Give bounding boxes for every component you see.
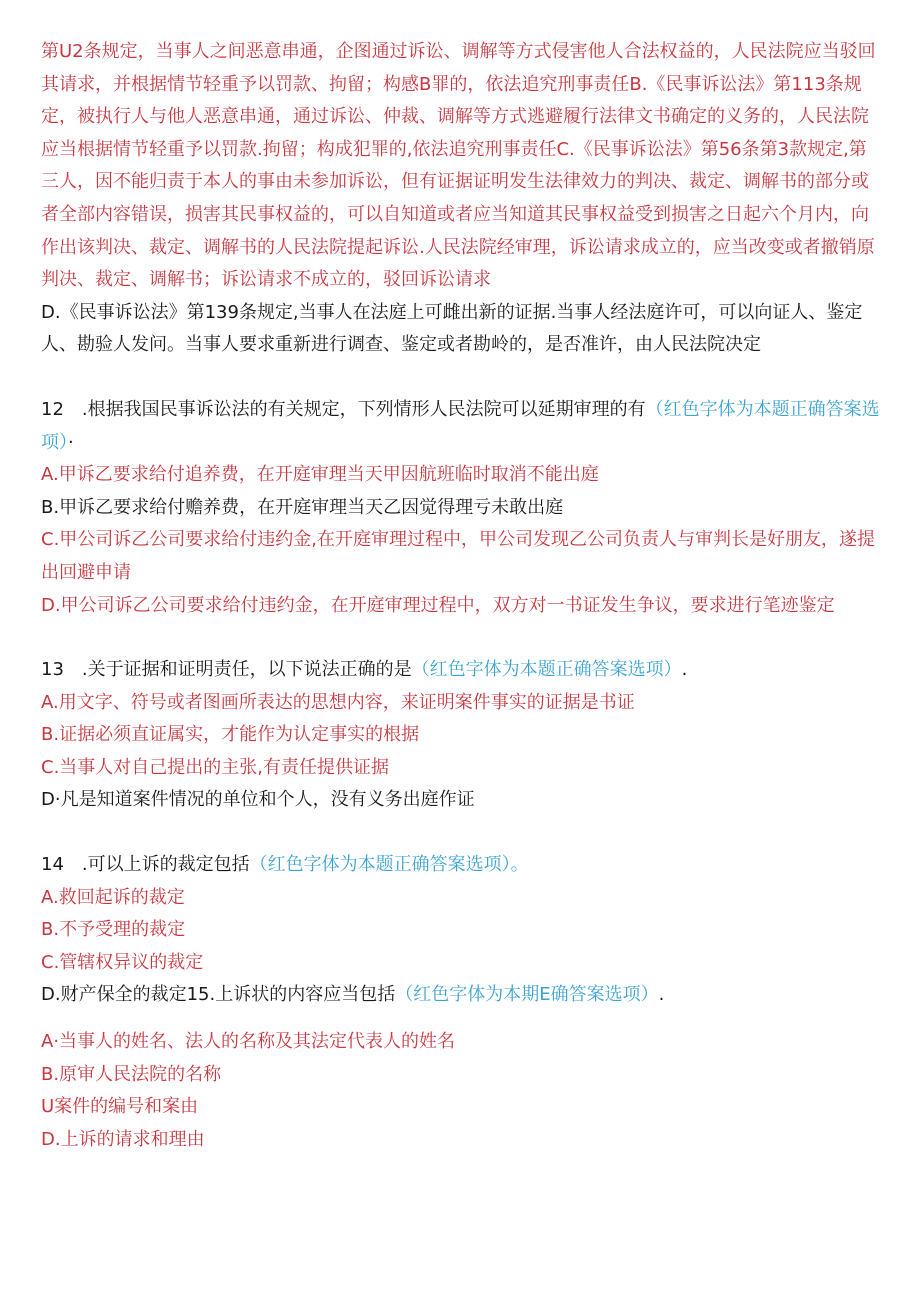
option-c: C.管辖权异议的裁定 (41, 951, 204, 973)
question-stem-text: D.财产保全的裁定15.上诉状的内容应当包括 (41, 984, 396, 1006)
answer-hint: （红色字体为本题正确答案选项） (41, 398, 880, 453)
question-stem-text: 14 .可以上诉的裁定包括 (41, 854, 250, 876)
option-b: B.原审人民法院的名称 (41, 1063, 222, 1085)
question-stem (41, 654, 883, 687)
document-page (41, 36, 883, 1156)
option-b: B.甲诉乙要求给付赡养费，在开庭审理当天乙因觉得理亏未敢出庭 (41, 496, 564, 518)
option-a: A.救回起诉的裁定 (41, 886, 185, 908)
option-a: A.用文字、符号或者图画所表达的思想内容，来证明案件事实的证据是书证 (41, 691, 635, 713)
option-d: D.甲公司诉乙公司要求给付违约金，在开庭审理过程中，双方对一书证发生争议，要求进行笔迹鉴定 (41, 594, 835, 616)
question-stem-tail: . (658, 984, 665, 1006)
option-d: D.上诉的请求和理由 (41, 1128, 205, 1150)
question-stem-tail: · (68, 431, 74, 453)
option-d-and-question-15-stem (41, 979, 883, 1012)
question-stem-text: 13 .关于证据和证明责任，以下说法正确的是 (41, 659, 412, 681)
explanation-black-paragraph: D.《民事诉讼法》第139条规定,当事人在法庭上可雌出新的证据.当事人经法庭许可，可以向证人、鉴定人、勘验人发问。当事人要求重新进行调查、鉴定或者勘岭的，是否准许，由人民法院决定 (41, 301, 863, 356)
question-13 (41, 654, 883, 817)
option-a: A·当事人的姓名、法人的名称及其法定代表人的姓名 (41, 1031, 456, 1053)
option-a: A.甲诉乙要求给付追养费，在开庭审理当天甲因航班临时取消不能出庭 (41, 464, 599, 486)
option-c: C.甲公司诉乙公司要求给付违约金,在开庭审理过程中，甲公司发现乙公司负责人与审判长是好朋友，遂提出回避申请 (41, 529, 876, 583)
question-15-options (41, 1026, 883, 1156)
question-12 (41, 394, 883, 622)
explanation-red-paragraph: 第U2条规定，当事人之间恶意串通，企图通过诉讼、调解等方式侵害他人合法权益的，人民法院应当驳回其请求，并根据情节轻重予以罚款、拘留；构感B罪的，依法追究刑事责任B.《民事诉讼法》第113条规定，被执行人与他人恶意串通，通过诉讼、仲裁、调解等方式逃避履行法律文书确定的义务的，人民法院应当根据情节轻重予以罚款.拘留；构成犯罪的,依法追究刑事责任C.《民事诉讼法》第56条第3款规定,第三人，因不能归责于本人的事由未参加诉讼，但有证据证明发生法律效力的判决、裁定、调解书的部分或者全部内容错误，损害其民事权益的，可以自知道或者应当知道其民事权益受到损害之日起六个月内，向作出该判决、裁定、调解书的人民法院提起诉讼.人民法院经审理，诉讼请求成立的，应当改变或者撤销原判决、裁定、调解书；诉讼请求不成立的，驳回诉讼请求 (41, 41, 876, 291)
answer-hint: （红色字体为本题正确答案选项）。 (249, 854, 529, 876)
option-b: B.不予受理的裁定 (41, 919, 186, 941)
question-stem-text: 12 .根据我国民事诉讼法的有关规定，下列情形人民法院可以延期审理的有 (41, 398, 646, 420)
question-stem-tail: . (681, 659, 688, 681)
option-c: U案件的编号和案由 (41, 1096, 199, 1118)
option-d: D·凡是知道案件情况的单位和个人，没有义务出庭作证 (41, 789, 475, 811)
answer-hint: （红色字体为本题正确答案选项） (411, 659, 682, 681)
question-stem (41, 394, 883, 459)
option-b: B.证据必须直证属实，才能作为认定事实的根据 (41, 724, 420, 746)
option-c: C.当事人对自己提出的主张,有责任提供证据 (41, 756, 390, 778)
answer-hint: （红色字体为本期E确答案选项） (395, 984, 659, 1006)
question-stem (41, 849, 883, 882)
question-14 (41, 849, 883, 1012)
